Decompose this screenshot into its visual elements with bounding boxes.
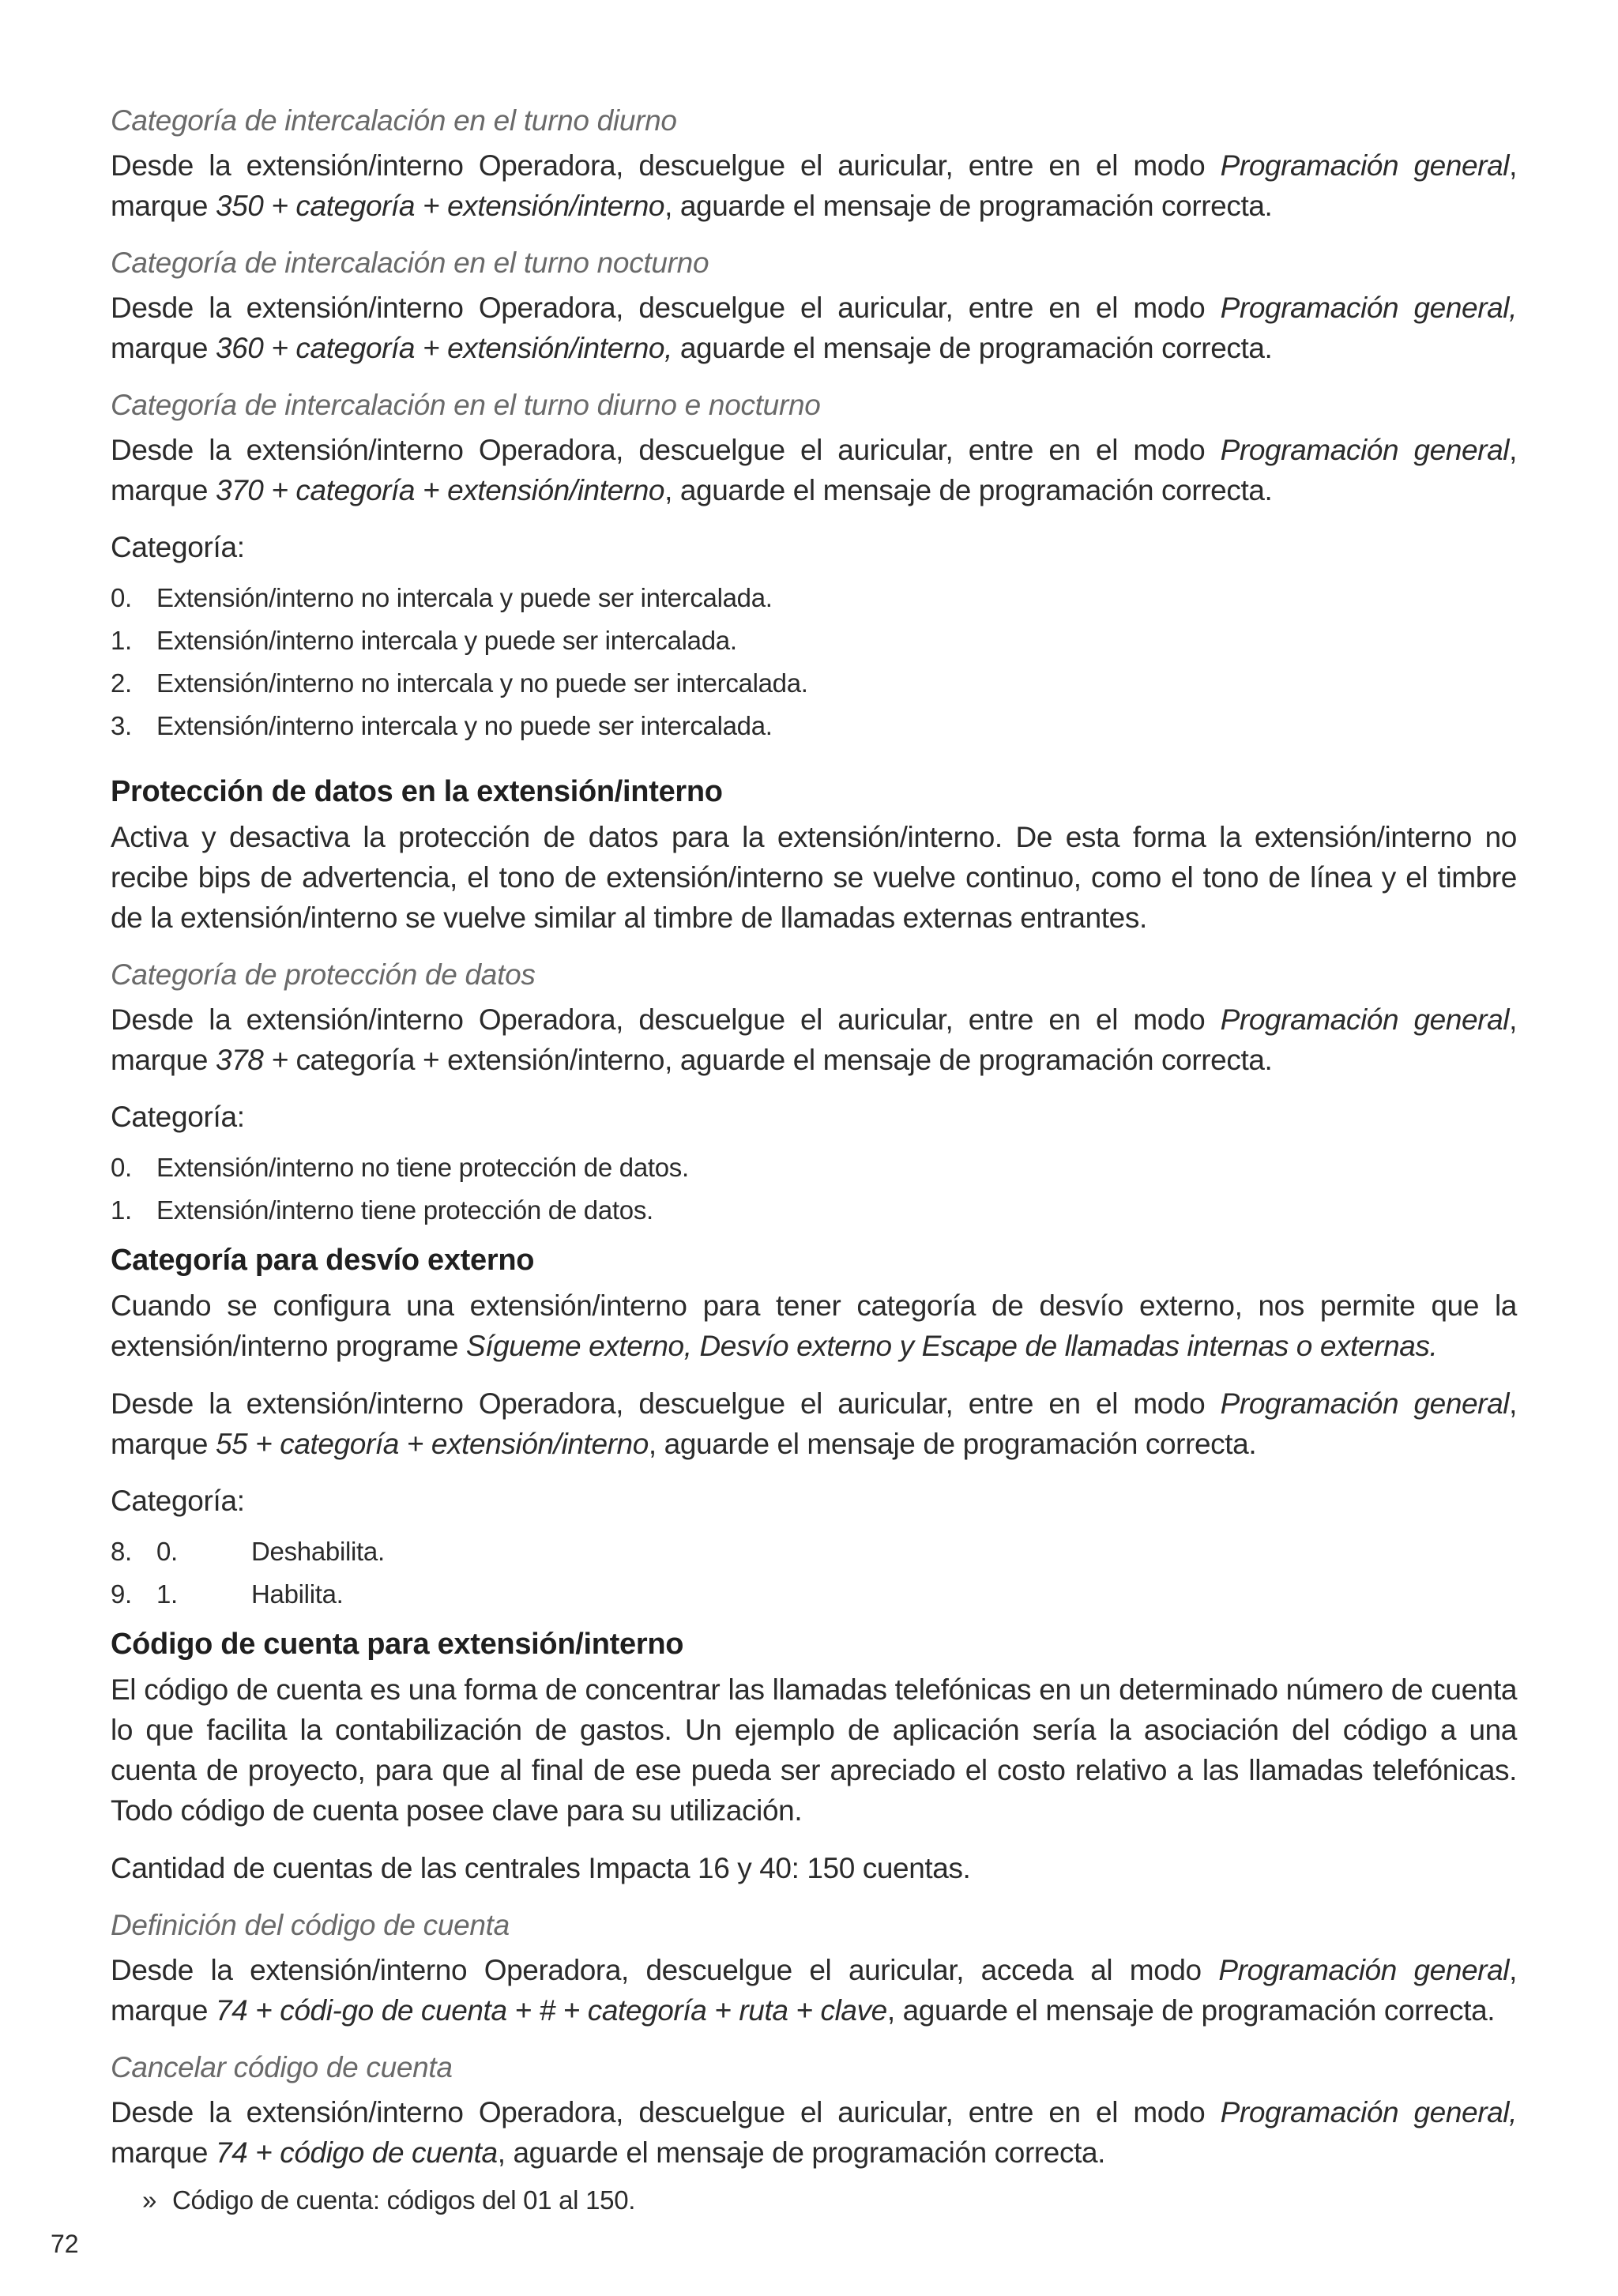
list-item: 3. Extensión/interno intercala y no puede ser intercalada. xyxy=(111,711,773,740)
proteccion-list xyxy=(111,1146,1517,1232)
categoria-list xyxy=(111,577,1517,747)
subheading-intercalacion-diurno: Categoría de intercalación en el turno diurno xyxy=(111,104,677,137)
bullet-item: » Código de cuenta: códigos del 01 al 150. xyxy=(111,2181,1517,2220)
list-item: 1. Extensión/interno tiene protección de datos. xyxy=(111,1195,653,1225)
subheading-cancelar-codigo: Cancelar código de cuenta xyxy=(111,2051,453,2083)
subheading-definicion-codigo: Definición del código de cuenta xyxy=(111,1909,510,1941)
categoria-label: Categoría: xyxy=(111,531,245,563)
list-item: 9. 1. Habilita. xyxy=(111,1579,344,1609)
paragraph-categoria-proteccion: Desde la extensión/interno Operadora, descuelgue el auricular, entre en el modo Programación general, marque 378 + categoría + extensión/interno, aguarde el mensaje de programación correcta. xyxy=(111,1003,1517,1076)
paragraph-cantidad-cuentas: Cantidad de cuentas de las centrales Impacta 16 y 40: 150 cuentas. xyxy=(111,1852,971,1884)
list-item: 8. 0. Deshabilita. xyxy=(111,1537,385,1566)
heading-codigo-cuenta: Código de cuenta para extensión/interno xyxy=(111,1628,684,1661)
paragraph-intercalacion-diurno: Desde la extensión/interno Operadora, descuelgue el auricular, entre en el modo Programación general, marque 350 + categoría + extensión/interno, aguarde el mensaje de programación correcta. xyxy=(111,149,1517,222)
heading-desvio-externo: Categoría para desvío externo xyxy=(111,1244,535,1277)
paragraph-desvio-externo-procedure: Desde la extensión/interno Operadora, descuelgue el auricular, entre en el modo Programación general, marque 55 + categoría + extensión/interno, aguarde el mensaje de programación correcta. xyxy=(111,1387,1517,1460)
document-page xyxy=(111,101,1517,2220)
bullet-marker: » xyxy=(142,2185,157,2215)
paragraph-desvio-externo-intro: Cuando se configura una extensión/interno para tener categoría de desvío externo, nos permite que la extensión/interno programe Sígueme externo, Desvío externo y Escape de llamadas internas o externas. xyxy=(111,1289,1517,1362)
paragraph-intercalacion-diurno-nocturno: Desde la extensión/interno Operadora, descuelgue el auricular, entre en el modo Programación general, marque 370 + categoría + extensión/interno, aguarde el mensaje de programación correcta. xyxy=(111,434,1517,506)
categoria-label: Categoría: xyxy=(111,1101,245,1133)
subheading-intercalacion-diurno-nocturno: Categoría de intercalación en el turno diurno e nocturno xyxy=(111,389,821,421)
paragraph-proteccion-datos: Activa y desactiva la protección de datos para la extensión/interno. De esta forma la extensión/interno no recibe bips de advertencia, el tono de extensión/interno se vuelve continuo, como el tono de línea y el timbre de la extensión/interno se vuelve similar al timbre de llamadas externas entrantes. xyxy=(111,821,1517,934)
list-item: 0. Extensión/interno no tiene protección de datos. xyxy=(111,1153,689,1182)
page-number: 72 xyxy=(51,2230,79,2258)
list-item: 1. Extensión/interno intercala y puede ser intercalada. xyxy=(111,626,737,655)
paragraph-cancelar-codigo: Desde la extensión/interno Operadora, descuelgue el auricular, entre en el modo Programación general, marque 74 + código de cuenta, aguarde el mensaje de programación correcta. xyxy=(111,2096,1517,2169)
list-item: 2. Extensión/interno no intercala y no puede ser intercalada. xyxy=(111,668,808,698)
paragraph-codigo-cuenta: El código de cuenta es una forma de concentrar las llamadas telefónicas en un determinado número de cuenta lo que facilita la contabilización de gastos. Un ejemplo de aplicación sería la asociación del código a una cuenta de proyecto, para que al final de ese pueda ser apreciado el costo relativo a las llamadas telefónicas. Todo código de cuenta posee clave para su utilización. xyxy=(111,1673,1517,1827)
categoria-label: Categoría: xyxy=(111,1485,245,1517)
paragraph-definicion-codigo: Desde la extensión/interno Operadora, descuelgue el auricular, acceda al modo Programación general, marque 74 + códi-go de cuenta + # + categoría + ruta + clave, aguarde el mensaje de programación correcta. xyxy=(111,1954,1517,2027)
paragraph-intercalacion-nocturno: Desde la extensión/interno Operadora, descuelgue el auricular, entre en el modo Programación general, marque 360 + categoría + extensión/interno, aguarde el mensaje de programación correcta. xyxy=(111,292,1517,364)
subheading-intercalacion-nocturno: Categoría de intercalación en el turno nocturno xyxy=(111,247,709,279)
subheading-categoria-proteccion: Categoría de protección de datos xyxy=(111,958,536,991)
desvio-list xyxy=(111,1530,1517,1616)
heading-proteccion-datos: Protección de datos en la extensión/interno xyxy=(111,775,723,808)
list-item: 0. Extensión/interno no intercala y puede ser intercalada. xyxy=(111,583,773,612)
